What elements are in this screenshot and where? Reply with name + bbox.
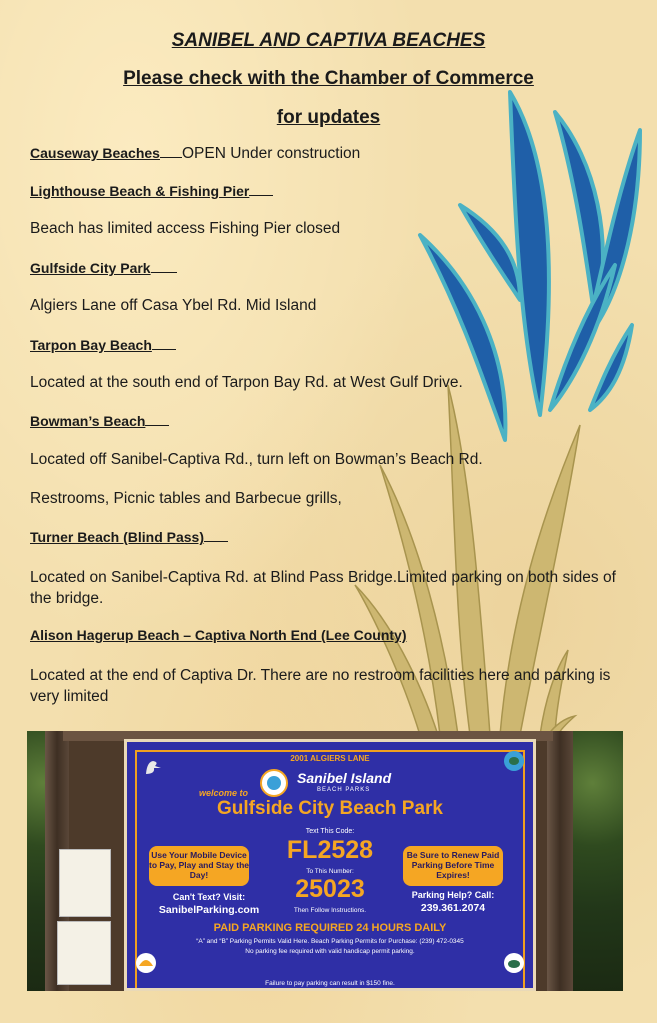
- sign-brand-sub: BEACH PARKS: [317, 787, 371, 793]
- blue-leaf: [420, 235, 505, 440]
- sign-welcome: welcome to: [199, 788, 249, 798]
- entry-text-2: Restrooms, Picnic tables and Barbecue grills,: [30, 490, 342, 507]
- blue-leaf: [590, 325, 632, 410]
- posted-notice: [57, 921, 111, 985]
- pelican-icon: [141, 756, 163, 778]
- shell-icon: [135, 952, 157, 974]
- sign-cant-text: Can't Text? Visit:: [172, 892, 246, 902]
- entry-heading: Lighthouse Beach & Fishing Pier: [30, 182, 273, 199]
- blue-leaf: [460, 205, 520, 300]
- shrub-foliage: [572, 731, 623, 991]
- sign-address: 2001 ALGIERS LANE: [290, 754, 370, 763]
- sign-number: 25023: [295, 875, 365, 903]
- entry-text: Beach has limited access Fishing Pier closed: [30, 220, 341, 237]
- sign-park-name: Gulfside City Beach Park: [217, 798, 443, 819]
- city-seal-icon: [259, 768, 289, 798]
- entry-heading: Turner Beach (Blind Pass): [30, 528, 228, 545]
- sign-help: Parking Help? Call:: [411, 890, 495, 900]
- posted-notice: [59, 849, 111, 917]
- wood-post: [547, 731, 573, 991]
- entry-heading: Causeway Beaches: [30, 145, 160, 161]
- sign-brand: Sanibel Island: [297, 770, 392, 786]
- entry-heading: Alison Hagerup Beach – Captiva North End (Lee County): [30, 627, 407, 643]
- sign-handicap: No parking fee required with valid handicap permit parking.: [245, 948, 415, 955]
- parking-sign-photo: [27, 731, 623, 991]
- sign-phone: 239.361.2074: [420, 902, 486, 914]
- sign-mobile-pay-box: Use Your Mobile Device to Pay, Play and Stay the Day!: [149, 846, 249, 886]
- entry-heading: Gulfside City Park: [30, 259, 177, 276]
- sign-text-code-label: Text This Code:: [305, 828, 355, 835]
- entry-text: Located at the end of Captiva Dr. There are no restroom facilities here and parking is very limited: [30, 667, 611, 705]
- blue-leaf: [510, 92, 549, 415]
- sign-website: SanibelParking.com: [158, 904, 260, 916]
- entry-heading: Bowman’s Beach: [30, 412, 169, 429]
- parking-sign: [124, 739, 536, 991]
- sign-fine: Failure to pay parking can result in $150 fine.: [265, 980, 395, 987]
- turtle-badge-icon: [503, 750, 525, 772]
- sign-renew-box: Be Sure to Renew Paid Parking Before Time Expires!: [403, 846, 503, 886]
- sign-paid-parking: PAID PARKING REQUIRED 24 HOURS DAILY: [213, 922, 447, 934]
- entry-text: Algiers Lane off Casa Ybel Rd. Mid Island: [30, 297, 317, 314]
- sea-turtle-icon: [503, 952, 525, 974]
- sign-number-label: To This Number:: [306, 868, 354, 875]
- sign-follow: Then Follow Instructions.: [293, 907, 367, 914]
- subtitle-line-1: Please check with the Chamber of Commerce: [123, 68, 534, 89]
- entry-text: Located at the south end of Tarpon Bay Rd. at West Gulf Drive.: [30, 374, 463, 391]
- entry-causeway: [30, 144, 360, 163]
- entry-text: Located off Sanibel-Captiva Rd., turn left on Bowman’s Beach Rd.: [30, 451, 483, 468]
- entry-status: OPEN Under construction: [181, 145, 361, 162]
- sign-permits: “A” and “B” Parking Permits Valid Here. Beach Parking Permits for Purchase: (239) 472-0345: [196, 938, 464, 945]
- subtitle-line-2: for updates: [276, 107, 381, 128]
- sign-text-code: FL2528: [286, 836, 374, 864]
- entry-heading: Tarpon Bay Beach: [30, 336, 176, 353]
- page-title: SANIBEL AND CAPTIVA BEACHES: [171, 30, 486, 51]
- entry-text: Located on Sanibel-Captiva Rd. at Blind Pass Bridge.Limited parking on both sides of the bridge.: [30, 569, 616, 607]
